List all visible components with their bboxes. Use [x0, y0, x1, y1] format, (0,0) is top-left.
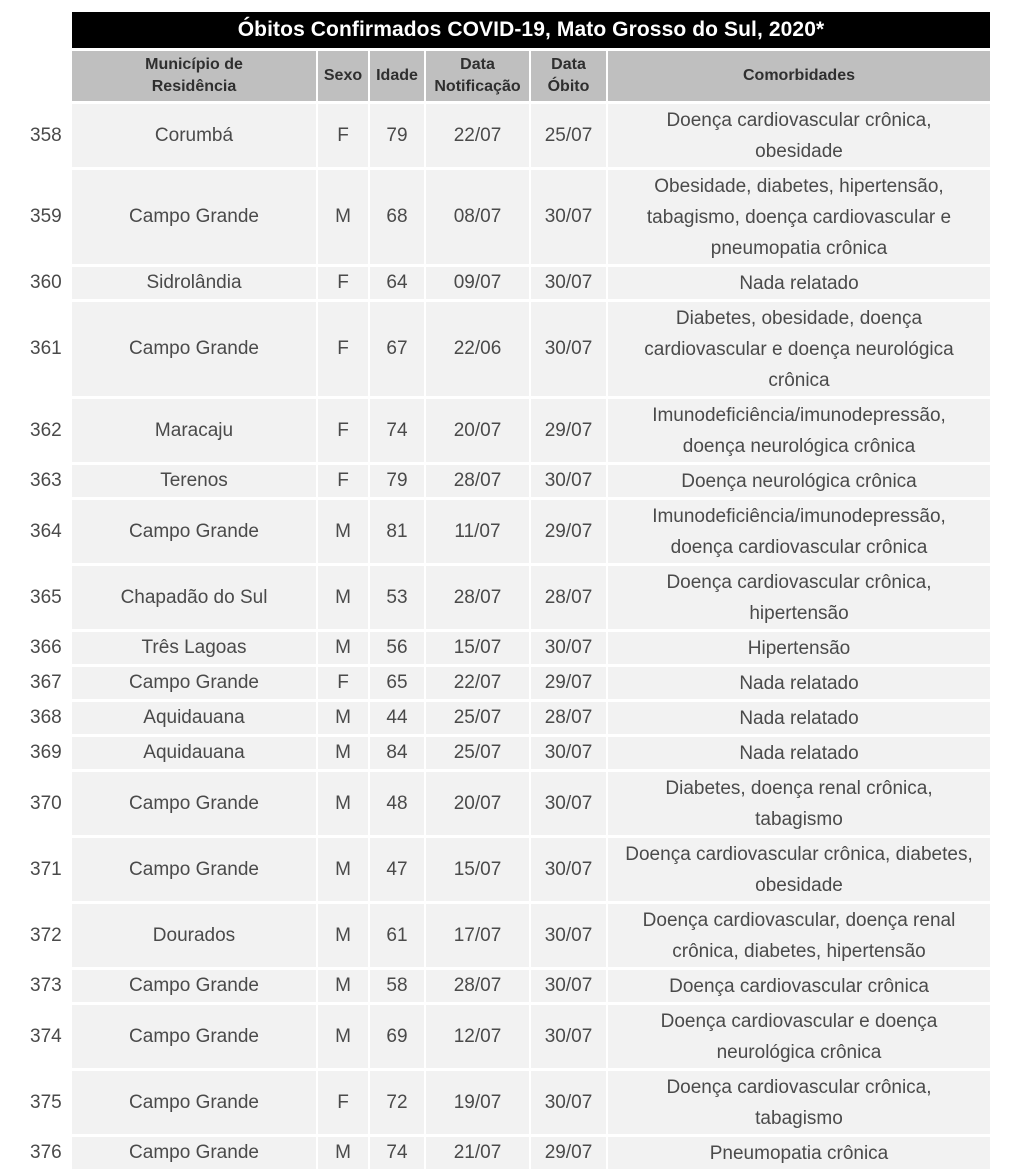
cell-sexo: F — [318, 104, 368, 167]
cell-sexo: M — [318, 737, 368, 769]
cell-obito: 25/07 — [531, 104, 606, 167]
cell-comorbidades: Diabetes, doença renal crônica, tabagismo — [608, 772, 990, 835]
table-row — [28, 399, 990, 462]
cell-sexo: M — [318, 904, 368, 967]
cell-sexo: M — [318, 500, 368, 563]
cell-municipio: Corumbá — [72, 104, 316, 167]
cell-obito: 30/07 — [531, 1071, 606, 1134]
cell-comorbidades: Nada relatado — [608, 702, 990, 734]
cell-obito: 28/07 — [531, 566, 606, 629]
cell-obito: 29/07 — [531, 500, 606, 563]
cell-idade: 79 — [370, 465, 424, 497]
cell-sexo: M — [318, 1137, 368, 1169]
cell-municipio: Campo Grande — [72, 667, 316, 699]
cell-obito: 30/07 — [531, 465, 606, 497]
row-number: 371 — [28, 838, 70, 901]
table-row — [28, 566, 990, 629]
cell-idade: 72 — [370, 1071, 424, 1134]
cell-sexo: F — [318, 302, 368, 396]
cell-municipio: Aquidauana — [72, 702, 316, 734]
row-number: 365 — [28, 566, 70, 629]
cell-obito: 30/07 — [531, 267, 606, 299]
cell-notificacao: 15/07 — [426, 632, 529, 664]
cell-comorbidades: Doença cardiovascular crônica — [608, 970, 990, 1002]
title-row — [28, 12, 990, 48]
cell-notificacao: 17/07 — [426, 904, 529, 967]
table-row — [28, 970, 990, 1002]
table-body — [28, 104, 990, 1169]
cell-obito: 29/07 — [531, 667, 606, 699]
cell-notificacao: 12/07 — [426, 1005, 529, 1068]
cell-comorbidades: Doença cardiovascular crônica, obesidade — [608, 104, 990, 167]
row-number: 375 — [28, 1071, 70, 1134]
table-row — [28, 267, 990, 299]
cell-comorbidades: Nada relatado — [608, 267, 990, 299]
cell-sexo: M — [318, 170, 368, 264]
cell-idade: 69 — [370, 1005, 424, 1068]
header-notificacao: Data Notificação — [426, 51, 529, 101]
cell-sexo: F — [318, 399, 368, 462]
cell-municipio: Campo Grande — [72, 772, 316, 835]
header-spacer — [28, 51, 70, 101]
cell-sexo: F — [318, 267, 368, 299]
cell-idade: 58 — [370, 970, 424, 1002]
cell-obito: 30/07 — [531, 302, 606, 396]
table-row — [28, 632, 990, 664]
cell-obito: 28/07 — [531, 702, 606, 734]
cell-municipio: Campo Grande — [72, 500, 316, 563]
cell-sexo: F — [318, 667, 368, 699]
cell-sexo: F — [318, 465, 368, 497]
table-row — [28, 702, 990, 734]
cell-notificacao: 20/07 — [426, 772, 529, 835]
cell-obito: 30/07 — [531, 772, 606, 835]
cell-municipio: Maracaju — [72, 399, 316, 462]
row-number: 376 — [28, 1137, 70, 1169]
cell-notificacao: 22/07 — [426, 104, 529, 167]
cell-comorbidades: Pneumopatia crônica — [608, 1137, 990, 1169]
cell-comorbidades: Imunodeficiência/imunodepressão, doença neurológica crônica — [608, 399, 990, 462]
table-row — [28, 737, 990, 769]
cell-municipio: Chapadão do Sul — [72, 566, 316, 629]
cell-idade: 53 — [370, 566, 424, 629]
cell-notificacao: 25/07 — [426, 737, 529, 769]
cell-municipio: Sidrolândia — [72, 267, 316, 299]
cell-idade: 81 — [370, 500, 424, 563]
table-row — [28, 667, 990, 699]
title-spacer — [28, 12, 70, 48]
cell-notificacao: 19/07 — [426, 1071, 529, 1134]
row-number: 363 — [28, 465, 70, 497]
header-sexo: Sexo — [318, 51, 368, 101]
cell-notificacao: 08/07 — [426, 170, 529, 264]
cell-comorbidades: Doença cardiovascular crônica, tabagismo — [608, 1071, 990, 1134]
table-row — [28, 772, 990, 835]
row-number: 362 — [28, 399, 70, 462]
cell-sexo: M — [318, 632, 368, 664]
cell-notificacao: 22/07 — [426, 667, 529, 699]
cell-notificacao: 22/06 — [426, 302, 529, 396]
cell-comorbidades: Doença cardiovascular e doença neurológica crônica — [608, 1005, 990, 1068]
table-row — [28, 302, 990, 396]
cell-notificacao: 28/07 — [426, 566, 529, 629]
cell-municipio: Campo Grande — [72, 302, 316, 396]
cell-idade: 47 — [370, 838, 424, 901]
table-row — [28, 1137, 990, 1169]
header-row — [28, 51, 990, 101]
row-number: 368 — [28, 702, 70, 734]
row-number: 358 — [28, 104, 70, 167]
cell-obito: 29/07 — [531, 1137, 606, 1169]
row-number: 359 — [28, 170, 70, 264]
cell-idade: 65 — [370, 667, 424, 699]
cell-obito: 30/07 — [531, 904, 606, 967]
cell-obito: 30/07 — [531, 970, 606, 1002]
row-number: 370 — [28, 772, 70, 835]
table-row — [28, 465, 990, 497]
cell-municipio: Três Lagoas — [72, 632, 316, 664]
obitos-table — [26, 9, 992, 1172]
cell-notificacao: 11/07 — [426, 500, 529, 563]
row-number: 364 — [28, 500, 70, 563]
cell-notificacao: 20/07 — [426, 399, 529, 462]
table-row — [28, 904, 990, 967]
cell-comorbidades: Doença cardiovascular, doença renal crônica, diabetes, hipertensão — [608, 904, 990, 967]
row-number: 374 — [28, 1005, 70, 1068]
cell-municipio: Campo Grande — [72, 1137, 316, 1169]
row-number: 367 — [28, 667, 70, 699]
header-idade: Idade — [370, 51, 424, 101]
row-number: 360 — [28, 267, 70, 299]
cell-idade: 74 — [370, 399, 424, 462]
cell-comorbidades: Nada relatado — [608, 667, 990, 699]
table-row — [28, 1071, 990, 1134]
cell-notificacao: 09/07 — [426, 267, 529, 299]
cell-sexo: M — [318, 1005, 368, 1068]
cell-comorbidades: Hipertensão — [608, 632, 990, 664]
row-number: 372 — [28, 904, 70, 967]
cell-sexo: M — [318, 970, 368, 1002]
cell-municipio: Campo Grande — [72, 838, 316, 901]
cell-idade: 74 — [370, 1137, 424, 1169]
cell-notificacao: 15/07 — [426, 838, 529, 901]
cell-idade: 48 — [370, 772, 424, 835]
table-row — [28, 1005, 990, 1068]
cell-sexo: M — [318, 838, 368, 901]
cell-obito: 30/07 — [531, 737, 606, 769]
cell-sexo: M — [318, 772, 368, 835]
cell-idade: 56 — [370, 632, 424, 664]
cell-municipio: Terenos — [72, 465, 316, 497]
cell-idade: 79 — [370, 104, 424, 167]
cell-idade: 64 — [370, 267, 424, 299]
cell-idade: 84 — [370, 737, 424, 769]
cell-comorbidades: Doença cardiovascular crônica, hipertensão — [608, 566, 990, 629]
row-number: 366 — [28, 632, 70, 664]
cell-comorbidades: Nada relatado — [608, 737, 990, 769]
cell-notificacao: 28/07 — [426, 970, 529, 1002]
cell-comorbidades: Imunodeficiência/imunodepressão, doença cardiovascular crônica — [608, 500, 990, 563]
header-municipio: Município de Residência — [72, 51, 316, 101]
cell-idade: 61 — [370, 904, 424, 967]
cell-sexo: M — [318, 566, 368, 629]
table-title: Óbitos Confirmados COVID-19, Mato Grosso do Sul, 2020* — [72, 12, 990, 48]
cell-municipio: Campo Grande — [72, 170, 316, 264]
cell-obito: 29/07 — [531, 399, 606, 462]
cell-notificacao: 21/07 — [426, 1137, 529, 1169]
cell-notificacao: 28/07 — [426, 465, 529, 497]
table-row — [28, 170, 990, 264]
cell-comorbidades: Doença cardiovascular crônica, diabetes, obesidade — [608, 838, 990, 901]
cell-sexo: F — [318, 1071, 368, 1134]
row-number: 369 — [28, 737, 70, 769]
table-row — [28, 500, 990, 563]
row-number: 373 — [28, 970, 70, 1002]
cell-obito: 30/07 — [531, 632, 606, 664]
row-number: 361 — [28, 302, 70, 396]
cell-notificacao: 25/07 — [426, 702, 529, 734]
header-obito: Data Óbito — [531, 51, 606, 101]
cell-comorbidades: Diabetes, obesidade, doença cardiovascular e doença neurológica crônica — [608, 302, 990, 396]
cell-sexo: M — [318, 702, 368, 734]
cell-idade: 67 — [370, 302, 424, 396]
cell-municipio: Aquidauana — [72, 737, 316, 769]
cell-obito: 30/07 — [531, 1005, 606, 1068]
table-row — [28, 838, 990, 901]
table-row — [28, 104, 990, 167]
header-comorbidades: Comorbidades — [608, 51, 990, 101]
cell-municipio: Campo Grande — [72, 1071, 316, 1134]
cell-comorbidades: Obesidade, diabetes, hipertensão, tabagismo, doença cardiovascular e pneumopatia crônica — [608, 170, 990, 264]
cell-obito: 30/07 — [531, 170, 606, 264]
cell-comorbidades: Doença neurológica crônica — [608, 465, 990, 497]
cell-municipio: Campo Grande — [72, 1005, 316, 1068]
cell-obito: 30/07 — [531, 838, 606, 901]
cell-idade: 44 — [370, 702, 424, 734]
cell-municipio: Campo Grande — [72, 970, 316, 1002]
cell-idade: 68 — [370, 170, 424, 264]
cell-municipio: Dourados — [72, 904, 316, 967]
